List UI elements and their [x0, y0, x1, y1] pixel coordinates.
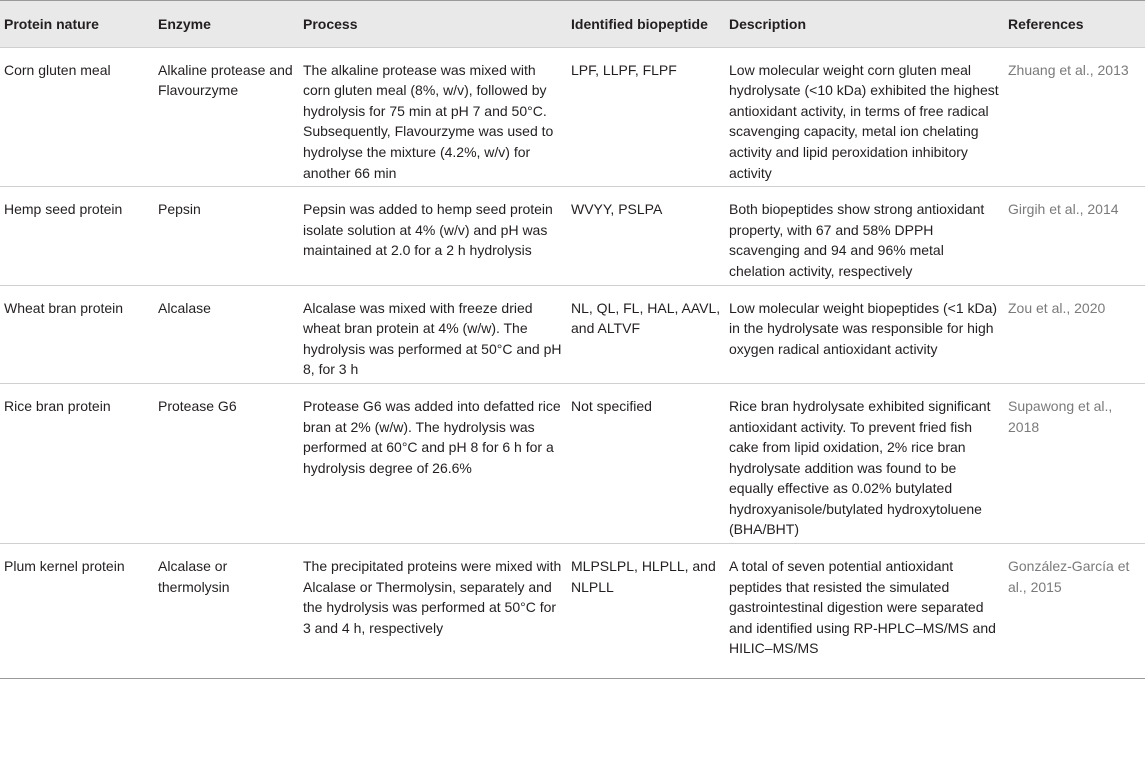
cell-reference: Zou et al., 2020 [1004, 285, 1145, 383]
cell-description: Rice bran hydrolysate exhibited significant antioxidant activity. To prevent fried fish cake from lipid oxidation, 2% rice bran hydrolysate addition was found to be equally effective as 0.02% butylated hydroxyanisole/butylated hydroxytoluene (BHA/BHT) [725, 383, 1004, 543]
cell-description: Low molecular weight corn gluten meal hydrolysate (<10 kDa) exhibited the highest antioxidant activity, in terms of free radical scavenging capacity, metal ion chelating activity and lipid peroxidation inhibitory activity [725, 47, 1004, 187]
header-protein-nature: Protein nature [0, 1, 154, 48]
table-row [0, 544, 1145, 679]
cell-enzyme: Protease G6 [154, 383, 299, 543]
table-row [0, 285, 1145, 383]
cell-reference: Supawong et al., 2018 [1004, 383, 1145, 543]
cell-protein: Plum kernel protein [0, 544, 154, 679]
cell-enzyme: Pepsin [154, 187, 299, 285]
cell-biopeptide: LPF, LLPF, FLPF [567, 47, 725, 187]
table-row [0, 383, 1145, 543]
cell-description: Both biopeptides show strong antioxidant property, with 67 and 58% DPPH scavenging and 94 and 96% metal chelation activity, respectively [725, 187, 1004, 285]
cell-biopeptide: MLPSLPL, HLPLL, and NLPLL [567, 544, 725, 679]
cell-reference: González-García et al., 2015 [1004, 544, 1145, 679]
cell-biopeptide: WVYY, PSLPA [567, 187, 725, 285]
cell-protein: Hemp seed protein [0, 187, 154, 285]
cell-process: The alkaline protease was mixed with corn gluten meal (8%, w/v), followed by hydrolysis for 75 min at pH 7 and 50°C. Subsequently, Flavourzyme was used to hydrolyse the mixture (4.2%, w/v) for another 66 min [299, 47, 567, 187]
header-references: References [1004, 1, 1145, 48]
cell-process: Protease G6 was added into defatted rice bran at 2% (w/w). The hydrolysis was performed at 60°C and pH 8 for 6 h for a hydrolysis degree of 26.6% [299, 383, 567, 543]
header-description: Description [725, 1, 1004, 48]
cell-enzyme: Alkaline protease and Flavourzyme [154, 47, 299, 187]
cell-process: Pepsin was added to hemp seed protein isolate solution at 4% (w/v) and pH was maintained at 2.0 for a 2 h hydrolysis [299, 187, 567, 285]
table-header [0, 1, 1145, 48]
table-body [0, 47, 1145, 678]
cell-biopeptide: Not specified [567, 383, 725, 543]
table-row [0, 47, 1145, 187]
header-row [0, 1, 1145, 48]
cell-reference: Girgih et al., 2014 [1004, 187, 1145, 285]
cell-biopeptide: NL, QL, FL, HAL, AAVL, and ALTVF [567, 285, 725, 383]
cell-description: A total of seven potential antioxidant peptides that resisted the simulated gastrointestinal digestion were separated and identified using RP-HPLC–MS/MS and HILIC–MS/MS [725, 544, 1004, 679]
cell-enzyme: Alcalase or thermolysin [154, 544, 299, 679]
cell-reference: Zhuang et al., 2013 [1004, 47, 1145, 187]
header-process: Process [299, 1, 567, 48]
cell-process: Alcalase was mixed with freeze dried wheat bran protein at 4% (w/w). The hydrolysis was performed at 50°C and pH 8, for 3 h [299, 285, 567, 383]
cell-protein: Rice bran protein [0, 383, 154, 543]
cell-protein: Wheat bran protein [0, 285, 154, 383]
header-enzyme: Enzyme [154, 1, 299, 48]
cell-process: The precipitated proteins were mixed with Alcalase or Thermolysin, separately and the hydrolysis was performed at 50°C for 3 and 4 h, respectively [299, 544, 567, 679]
cell-enzyme: Alcalase [154, 285, 299, 383]
cell-description: Low molecular weight biopeptides (<1 kDa) in the hydrolysate was responsible for high oxygen radical antioxidant activity [725, 285, 1004, 383]
header-identified-biopeptide: Identified biopeptide [567, 1, 725, 48]
cell-protein: Corn gluten meal [0, 47, 154, 187]
table-row [0, 187, 1145, 285]
